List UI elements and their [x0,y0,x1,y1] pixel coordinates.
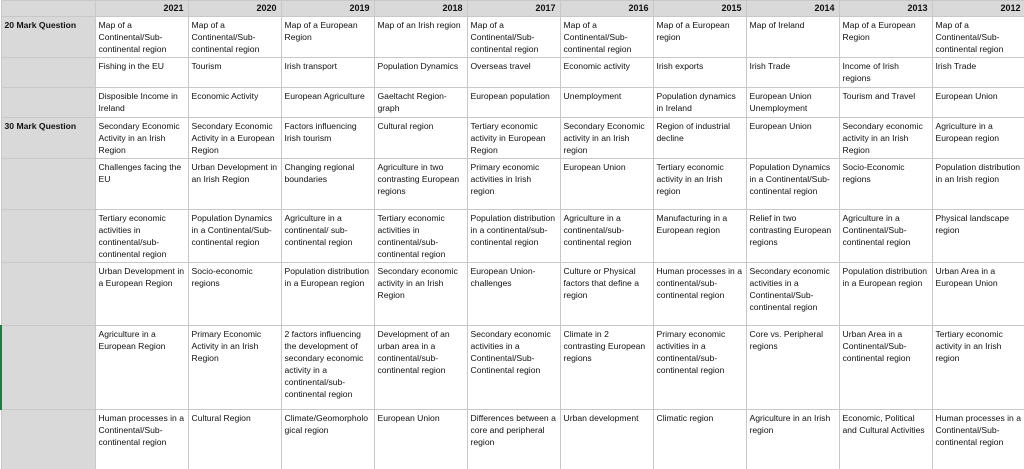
table-cell[interactable]: Irish Trade [746,58,839,88]
table-cell[interactable]: Map of a Continental/Sub-continental region [467,17,560,58]
year-header[interactable]: 2015 [653,1,746,17]
table-cell[interactable]: Secondary Economic Activity in a European Region [188,118,281,159]
table-cell[interactable]: Population Dynamics in a Continental/Sub-continental region [188,210,281,263]
table-cell[interactable]: Socio-Economic regions [839,159,932,210]
row-header-cell[interactable] [1,326,95,410]
table-cell[interactable]: Climatic region [653,410,746,469]
year-header[interactable]: 2017 [467,1,560,17]
table-cell[interactable]: Economic activity [560,58,653,88]
table-cell[interactable]: Tertiary economic activity in an Irish region [932,326,1024,410]
table-cell[interactable]: Population distribution in a European region [839,263,932,326]
table-cell[interactable]: Agriculture in an Irish region [746,410,839,469]
table-cell[interactable]: European population [467,88,560,118]
table-cell[interactable]: Map of a Continental/Sub-continental region [560,17,653,58]
table-cell[interactable]: Core vs. Peripheral regions [746,326,839,410]
table-body [1,17,1024,469]
table-cell[interactable]: Agriculture in a European region [932,118,1024,159]
table-cell[interactable]: Physical landscape region [932,210,1024,263]
table-cell[interactable]: Unemployment [560,88,653,118]
table-cell[interactable]: Map of Ireland [746,17,839,58]
table-cell[interactable]: Climate/Geomorphological region [281,410,374,469]
table-cell[interactable]: Secondary economic activity in an Irish Region [374,263,467,326]
table-cell[interactable]: Cultural region [374,118,467,159]
table-cell[interactable]: Population Dynamics in a Continental/Sub-continental region [746,159,839,210]
table-cell[interactable]: Manufacturing in a European region [653,210,746,263]
table-cell[interactable]: Agriculture in a Continental/Sub-continental region [839,210,932,263]
table-cell[interactable]: Economic, Political and Cultural Activities [839,410,932,469]
table-cell[interactable]: Urban Area in a Continental/Sub-continental region [839,326,932,410]
table-cell[interactable]: Irish transport [281,58,374,88]
table-cell[interactable]: Map of a European Region [281,17,374,58]
year-header[interactable]: 2013 [839,1,932,17]
year-header[interactable]: 2012 [932,1,1024,17]
table-cell[interactable]: Human processes in a Continental/Sub-continental region [95,410,188,469]
table-cell[interactable]: Secondary economic activity in an Irish Region [839,118,932,159]
table-cell[interactable]: Differences between a core and peripheral region [467,410,560,469]
table-cell[interactable]: European Union [746,118,839,159]
row-header-cell[interactable] [1,88,95,118]
table-cell[interactable]: Population distribution in a continental/sub-continental region [467,210,560,263]
table-cell[interactable]: Tertiary economic activities in continental/sub-continental region [95,210,188,263]
table-row [1,410,1024,469]
table-cell[interactable]: Population Dynamics [374,58,467,88]
table-cell[interactable]: Primary economic activities in a continental/sub-continental region [653,326,746,410]
year-header[interactable]: 2021 [95,1,188,17]
year-header[interactable]: 2016 [560,1,653,17]
table-cell[interactable]: Secondary economic activities in a Continental/Sub-continental region [746,263,839,326]
table-cell[interactable]: Map of a Continental/Sub-continental region [932,17,1024,58]
year-header[interactable]: 2019 [281,1,374,17]
table-cell[interactable]: Map of a European region [653,17,746,58]
table-cell[interactable]: Primary Economic Activity in an Irish Region [188,326,281,410]
table-cell[interactable]: Climate in 2 contrasting European regions [560,326,653,410]
year-header[interactable]: 2014 [746,1,839,17]
table-cell[interactable]: Map of an Irish region [374,17,467,58]
table-cell[interactable]: Region of industrial decline [653,118,746,159]
table-cell[interactable]: Human processes in a continental/sub-continental region [653,263,746,326]
table-row [1,58,1024,88]
table-cell[interactable]: Population distribution in a European region [281,263,374,326]
table-cell[interactable]: Changing regional boundaries [281,159,374,210]
table-cell[interactable]: European Union-challenges [467,263,560,326]
corner-cell[interactable] [1,1,95,17]
table-cell[interactable]: Urban Development in a European Region [95,263,188,326]
table-cell[interactable]: Tertiary economic activities in continental/sub-continental region [374,210,467,263]
table-cell[interactable]: European Union [374,410,467,469]
table-row [1,326,1024,410]
table-cell[interactable]: European Agriculture [281,88,374,118]
table-cell[interactable]: Map of a Continental/Sub-continental region [95,17,188,58]
row-header-cell[interactable] [1,410,95,469]
table-cell[interactable]: Development of an urban area in a continental/sub-continental region [374,326,467,410]
table-row [1,263,1024,326]
table-cell[interactable]: Agriculture in a continental/ sub-continental region [281,210,374,263]
row-header-cell[interactable]: 30 Mark Question [1,118,95,159]
table-cell[interactable]: Tourism and Travel [839,88,932,118]
table-cell[interactable]: Gaeltacht Region-graph [374,88,467,118]
table-row [1,17,1024,58]
table-cell[interactable]: Population distribution in an Irish region [932,159,1024,210]
table-cell[interactable]: Agriculture in two contrasting European regions [374,159,467,210]
table-cell[interactable]: European Union [932,88,1024,118]
table-cell[interactable]: Map of a European Region [839,17,932,58]
table-cell[interactable]: Tertiary economic activity in an Irish region [653,159,746,210]
table-cell[interactable]: Primary economic activities in Irish region [467,159,560,210]
table-cell[interactable]: Human processes in a Continental/Sub-continental region [932,410,1024,469]
table-cell[interactable]: European Union [560,159,653,210]
table-cell[interactable]: Fishing in the EU [95,58,188,88]
row-header-cell[interactable] [1,210,95,263]
table-cell[interactable]: Urban Development in an Irish Region [188,159,281,210]
table-cell[interactable]: Disposible Income in Ireland [95,88,188,118]
table-cell[interactable]: Secondary Economic activity in an Irish region [560,118,653,159]
table-cell[interactable]: Socio-economic regions [188,263,281,326]
table-cell[interactable]: Urban development [560,410,653,469]
table-cell[interactable]: Agriculture in a continental/sub-continental region [560,210,653,263]
row-header-cell[interactable]: 20 Mark Question [1,17,95,58]
table-cell[interactable]: Factors influencing Irish tourism [281,118,374,159]
year-header[interactable]: 2020 [188,1,281,17]
table-cell[interactable]: Irish Trade [932,58,1024,88]
table-cell[interactable]: Tertiary economic activity in European Region [467,118,560,159]
header-row [1,1,1024,17]
table-row [1,159,1024,210]
table-cell[interactable]: Cultural Region [188,410,281,469]
table-cell[interactable]: Population dynamics in Ireland [653,88,746,118]
table-cell[interactable]: Challenges facing the EU [95,159,188,210]
year-header[interactable]: 2018 [374,1,467,17]
table-cell[interactable]: Agriculture in a European Region [95,326,188,410]
row-header-cell[interactable] [1,263,95,326]
table-cell[interactable]: Relief in two contrasting European regions [746,210,839,263]
row-header-cell[interactable] [1,159,95,210]
table-cell[interactable]: European Union Unemployment [746,88,839,118]
table-row [1,88,1024,118]
table-cell[interactable]: Economic Activity [188,88,281,118]
table-cell[interactable]: Secondary economic activities in a Continental/Sub-Continental region [467,326,560,410]
table-cell[interactable]: Map of a Continental/Sub-continental region [188,17,281,58]
table-cell[interactable]: Tourism [188,58,281,88]
table-cell[interactable]: Urban Area in a European Union [932,263,1024,326]
table-row [1,210,1024,263]
table-cell[interactable]: Irish exports [653,58,746,88]
table-cell[interactable]: 2 factors influencing the development of secondary economic activity in a continental/sub-continental region [281,326,374,410]
table-cell[interactable]: Culture or Physical factors that define a region [560,263,653,326]
table-row [1,118,1024,159]
table-cell[interactable]: Income of Irish regions [839,58,932,88]
row-header-cell[interactable] [1,58,95,88]
table-cell[interactable]: Secondary Economic Activity in an Irish Region [95,118,188,159]
table-cell[interactable]: Overseas travel [467,58,560,88]
